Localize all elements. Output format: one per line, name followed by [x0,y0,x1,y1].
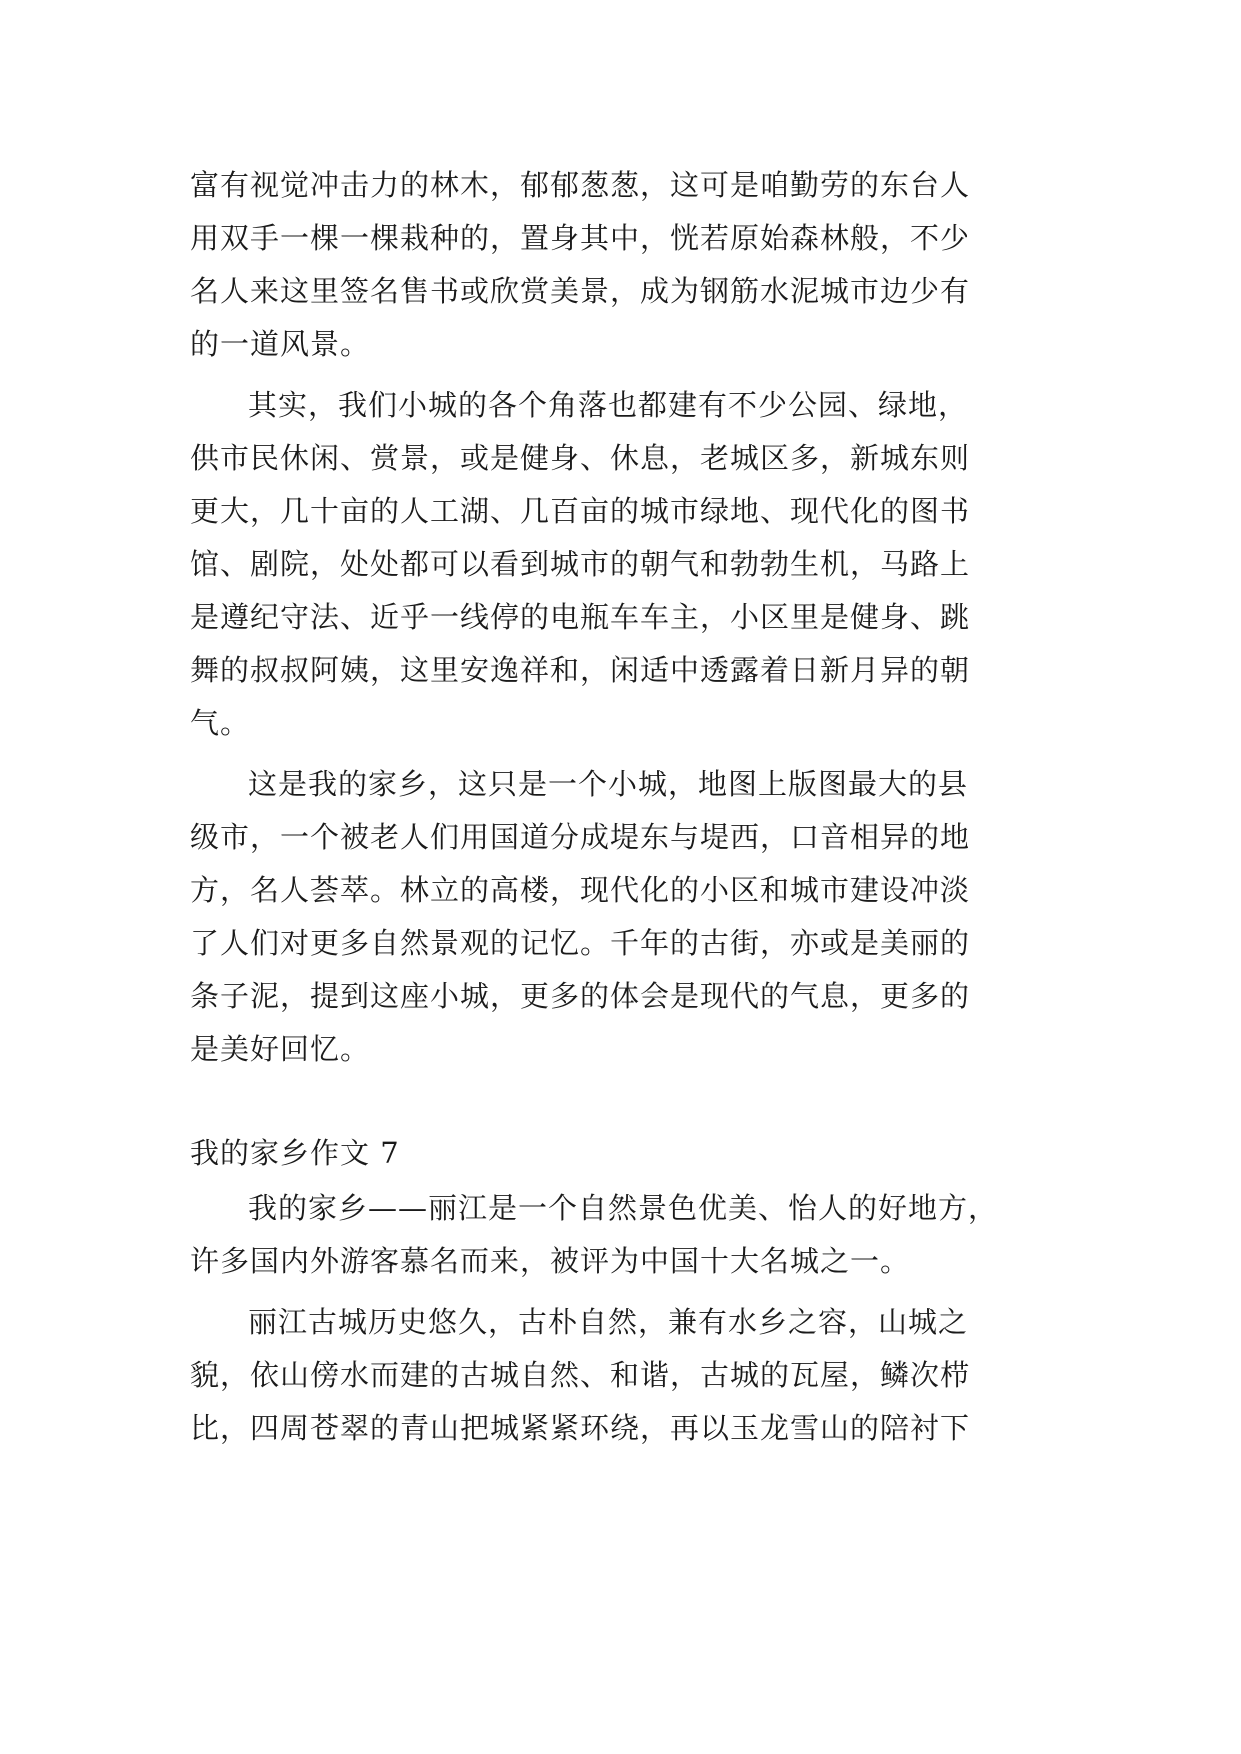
paragraph-first-line: 其实，我们小城的各个角落也都建有不少公园、绿地， [248,388,969,422]
text-line: 用双手一棵一棵栽种的，置身其中，恍若原始森林般，不少 [190,221,971,255]
paragraph-first-line: 我的家乡——丽江是一个自然景色优美、怡人的好地方， [248,1191,999,1225]
text-line: 是美好回忆。 [190,1032,371,1066]
text-line: 名人来这里签名售书或欣赏美景，成为钢筋水泥城市边少有 [190,274,971,308]
text-line: 富有视觉冲击力的林木，郁郁葱葱，这可是咱勤劳的东台人 [190,168,971,202]
paragraph-first-line: 这是我的家乡，这只是一个小城，地图上版图最大的县 [248,767,969,801]
text-line: 条子泥，提到这座小城，更多的体会是现代的气息，更多的 [190,979,971,1013]
text-line: 舞的叔叔阿姨，这里安逸祥和，闲适中透露着日新月异的朝 [190,653,971,687]
text-line: 馆、剧院，处处都可以看到城市的朝气和勃勃生机，马路上 [190,547,971,581]
text-line: 的一道风景。 [190,327,371,361]
text-line: 供市民休闲、赏景，或是健身、休息，老城区多，新城东则 [190,441,971,475]
text-line: 气。 [190,706,251,740]
text-line: 是遵纪守法、近乎一线停的电瓶车车主，小区里是健身、跳 [190,600,971,634]
text-line: 比，四周苍翠的青山把城紧紧环绕，再以玉龙雪山的陪衬下 [190,1411,971,1445]
text-line: 许多国内外游客慕名而来，被评为中国十大名城之一。 [190,1244,911,1278]
text-line: 更大，几十亩的人工湖、几百亩的城市绿地、现代化的图书 [190,494,971,528]
paragraph-first-line: 丽江古城历史悠久，古朴自然，兼有水乡之容，山城之 [248,1305,969,1339]
text-line: 方，名人荟萃。林立的高楼，现代化的小区和城市建设冲淡 [190,873,971,907]
section-heading: 我的家乡作文 7 [190,1136,400,1170]
text-line: 级市，一个被老人们用国道分成堤东与堤西，口音相异的地 [190,820,971,854]
text-line: 貌，依山傍水而建的古城自然、和谐，古城的瓦屋，鳞次栉 [190,1358,971,1392]
text-line: 了人们对更多自然景观的记忆。千年的古街，亦或是美丽的 [190,926,971,960]
